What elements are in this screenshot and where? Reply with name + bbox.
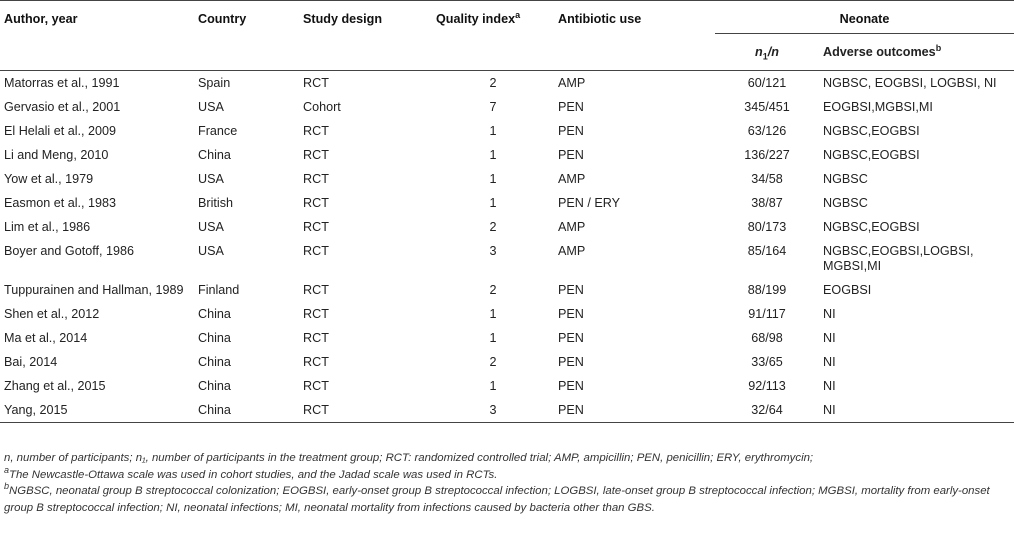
cell-adverse-outcomes: EOGBSI,MGBSI,MI: [823, 100, 933, 114]
cell-n1-n: 63/126: [747, 124, 787, 138]
cell-country: USA: [198, 220, 224, 234]
cell-quality-index: 1: [489, 172, 497, 186]
cell-antibiotic-use: PEN: [558, 148, 584, 162]
table-row: [0, 326, 1014, 350]
cell-antibiotic-use: AMP: [558, 76, 586, 90]
cell-study-design: RCT: [303, 403, 329, 417]
table-row: [0, 350, 1014, 374]
cell-adverse-outcomes: NGBSC,EOGBSI: [823, 148, 920, 162]
cell-antibiotic-use: PEN: [558, 124, 584, 138]
table-row: [0, 398, 1014, 423]
cell-adverse-outcomes: NGBSC, EOGBSI, LOGBSI, NI: [823, 76, 997, 90]
cell-quality-index: 1: [489, 148, 497, 162]
header-adverse-outcomes: Adverse outcomes$^b$: [823, 42, 942, 59]
cell-adverse-outcomes: NGBSC: [823, 172, 868, 186]
cell-study-design: RCT: [303, 196, 329, 210]
cell-study-design: RCT: [303, 172, 329, 186]
cell-n1-n: 33/65: [751, 355, 783, 369]
cell-antibiotic-use: PEN / ERY: [558, 196, 621, 210]
cell-quality-index: 1: [489, 124, 497, 138]
cell-n1-n: 34/58: [751, 172, 783, 186]
cell-author: Shen et al., 2012: [4, 307, 100, 321]
cell-author: Zhang et al., 2015: [4, 379, 106, 393]
cell-study-design: Cohort: [303, 100, 341, 114]
footnote-a: $^a$The Newcastle-Ottawa scale was used in cohort studies, and the Jadad scale was used in RCTs.: [4, 464, 498, 481]
header-country: Country: [198, 12, 247, 26]
cell-country: China: [198, 148, 231, 162]
cell-adverse-outcomes: NI: [823, 379, 836, 393]
cell-author: Boyer and Gotoff, 1986: [4, 244, 134, 258]
cell-country: China: [198, 331, 231, 345]
cell-n1-n: 32/64: [751, 403, 783, 417]
cell-n1-n: 91/117: [748, 307, 786, 321]
footnote-b: $^b$NGBSC, neonatal group B streptococcal colonization; EOGBSI, early-onset group B streptococcal infection; LOGBSI, late-onset group B streptococcal infection; MGBSI, mortality from early-onset group B streptococcal infection; NI, neonatal infections; MI, neonatal mortality from infections caused by bacteria other than GBS.: [4, 481, 990, 514]
cell-country: Finland: [198, 283, 240, 297]
cell-country: USA: [198, 244, 224, 258]
table-row: [0, 374, 1014, 398]
cell-antibiotic-use: PEN: [558, 403, 584, 417]
footnote-abbreviations: n, number of participants; n₁, number of participants in the treatment group; RCT: randomized controlled trial; AMP, ampicillin; PEN, penicillin; ERY, erythromycin;: [4, 452, 814, 464]
cell-antibiotic-use: PEN: [558, 100, 584, 114]
cell-antibiotic-use: PEN: [558, 379, 584, 393]
cell-author: Matorras et al., 1991: [4, 76, 120, 90]
cell-antibiotic-use: PEN: [558, 355, 584, 369]
cell-quality-index: 1: [489, 196, 497, 210]
cell-author: Ma et al., 2014: [4, 331, 88, 345]
table-row: [0, 71, 1014, 96]
table-row: [0, 239, 1014, 278]
cell-adverse-outcomes: NI: [823, 307, 836, 321]
cell-author: Gervasio et al., 2001: [4, 100, 121, 114]
header-study-design: Study design: [303, 12, 383, 26]
cell-study-design: RCT: [303, 148, 329, 162]
table-row: [0, 215, 1014, 239]
cell-quality-index: 1: [489, 331, 497, 345]
cell-study-design: RCT: [303, 307, 329, 321]
cell-author: Yang, 2015: [4, 403, 68, 417]
header-author: Author, year: [4, 12, 78, 26]
table-row: [0, 119, 1014, 143]
cell-country: British: [198, 196, 233, 210]
cell-adverse-outcomes: NGBSC,EOGBSI: [823, 220, 920, 234]
cell-quality-index: 7: [489, 100, 497, 114]
cell-country: France: [198, 124, 238, 138]
cell-quality-index: 1: [489, 379, 497, 393]
cell-quality-index: 3: [489, 403, 497, 417]
cell-country: China: [198, 379, 231, 393]
cell-adverse-outcomes: NI: [823, 403, 836, 417]
cell-quality-index: 1: [489, 307, 497, 321]
cell-quality-index: 3: [489, 244, 497, 258]
header-n1-n: $n_1/n$: [755, 45, 779, 62]
cell-author: Bai, 2014: [4, 355, 58, 369]
cell-adverse-outcomes: NGBSC,EOGBSI: [823, 124, 920, 138]
cell-author: Easmon et al., 1983: [4, 196, 117, 210]
cell-study-design: RCT: [303, 283, 329, 297]
cell-n1-n: 68/98: [751, 331, 783, 345]
cell-quality-index: 2: [489, 220, 497, 234]
cell-author: Lim et al., 1986: [4, 220, 91, 234]
cell-study-design: RCT: [303, 331, 329, 345]
table-row: [0, 143, 1014, 167]
cell-antibiotic-use: PEN: [558, 331, 584, 345]
header-antibiotic-use: Antibiotic use: [558, 12, 642, 26]
cell-n1-n: 80/173: [747, 220, 787, 234]
cell-n1-n: 136/227: [744, 148, 790, 162]
cell-country: USA: [198, 172, 224, 186]
cell-country: China: [198, 307, 231, 321]
cell-n1-n: 92/113: [748, 379, 786, 393]
cell-country: Spain: [198, 76, 231, 90]
cell-author: El Helali et al., 2009: [4, 124, 117, 138]
cell-quality-index: 2: [489, 355, 497, 369]
cell-n1-n: 88/199: [747, 283, 787, 297]
cell-antibiotic-use: PEN: [558, 307, 584, 321]
table-footnotes: [4, 450, 1010, 516]
cell-country: China: [198, 403, 231, 417]
cell-antibiotic-use: PEN: [558, 283, 584, 297]
cell-country: USA: [198, 100, 224, 114]
header-quality-index: Quality index$^a$: [436, 9, 521, 26]
cell-adverse-outcomes: EOGBSI: [823, 283, 872, 297]
cell-adverse-outcomes: NI: [823, 331, 836, 345]
cell-n1-n: 85/164: [747, 244, 787, 258]
cell-study-design: RCT: [303, 220, 329, 234]
cell-study-design: RCT: [303, 379, 329, 393]
header-row: [0, 1, 1014, 34]
header-neonate: Neonate: [715, 1, 1014, 34]
cell-adverse-outcomes: NI: [823, 355, 836, 369]
cell-study-design: RCT: [303, 244, 329, 258]
cell-antibiotic-use: AMP: [558, 244, 586, 258]
table-row: [0, 278, 1014, 302]
cell-study-design: RCT: [303, 355, 329, 369]
cell-adverse-outcomes: NGBSC,EOGBSI,LOGBSI, MGBSI,MI: [823, 244, 974, 273]
cell-antibiotic-use: AMP: [558, 172, 586, 186]
table-row: [0, 191, 1014, 215]
cell-author: Li and Meng, 2010: [4, 148, 109, 162]
cell-quality-index: 2: [489, 76, 497, 90]
cell-author: Tuppurainen and Hallman, 1989: [4, 283, 184, 297]
cell-n1-n: 60/121: [747, 76, 787, 90]
cell-quality-index: 2: [489, 283, 497, 297]
table-row: [0, 95, 1014, 119]
cell-country: China: [198, 355, 231, 369]
table-row: [0, 302, 1014, 326]
cell-n1-n: 345/451: [744, 100, 790, 114]
cell-study-design: RCT: [303, 76, 329, 90]
cell-author: Yow et al., 1979: [4, 172, 94, 186]
cell-antibiotic-use: AMP: [558, 220, 586, 234]
cell-study-design: RCT: [303, 124, 329, 138]
cell-adverse-outcomes: NGBSC: [823, 196, 868, 210]
table-row: [0, 167, 1014, 191]
cell-n1-n: 38/87: [751, 196, 783, 210]
